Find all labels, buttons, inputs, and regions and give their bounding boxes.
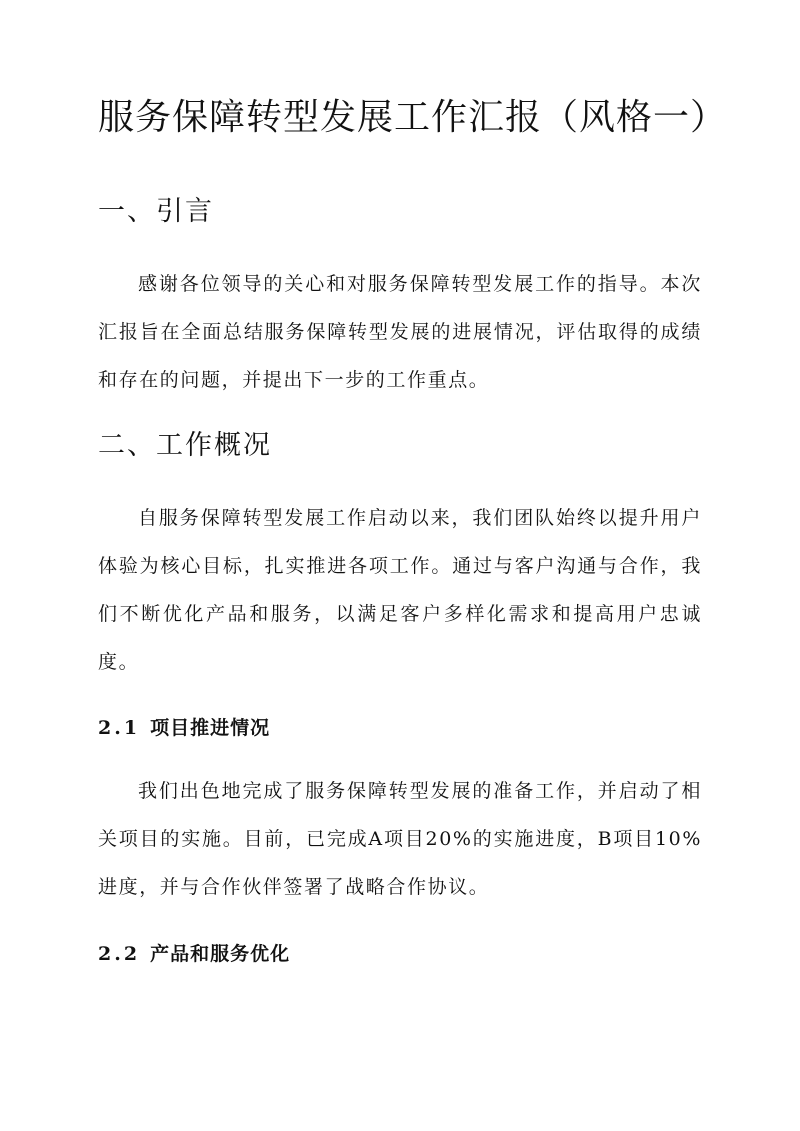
subsection-number: 2.2 bbox=[98, 943, 141, 965]
project-progress-paragraph: 我们出色地完成了服务保障转型发展的准备工作，并启动了相关项目的实施。目前，已完成A项目20%的实施进度，B项目10%进度，并与合作伙伴签署了战略合作协议。 bbox=[98, 780, 702, 898]
work-overview-paragraph: 自服务保障转型发展工作启动以来，我们团队始终以提升用户体验为核心目标，扎实推进各项工作。通过与客户沟通与合作，我们不断优化产品和服务，以满足客户多样化需求和提高用户忠诚度。 bbox=[98, 507, 702, 673]
section-heading-introduction: 一、引言 bbox=[98, 196, 214, 227]
page-title: 服务保障转型发展工作汇报（风格一） bbox=[98, 97, 728, 138]
subsection-title: 产品和服务优化 bbox=[150, 943, 291, 965]
subsection-heading-project-progress bbox=[98, 714, 270, 742]
subsection-title: 项目推进情况 bbox=[150, 717, 271, 739]
introduction-paragraph: 感谢各位领导的关心和对服务保障转型发展工作的指导。本次汇报旨在全面总结服务保障转型发展的进展情况，评估取得的成绩和存在的问题，并提出下一步的工作重点。 bbox=[98, 273, 702, 391]
subsection-number: 2.1 bbox=[98, 717, 141, 739]
section-heading-work-overview: 二、工作概况 bbox=[98, 430, 272, 461]
subsection-heading-product-service-optimization bbox=[98, 940, 290, 968]
